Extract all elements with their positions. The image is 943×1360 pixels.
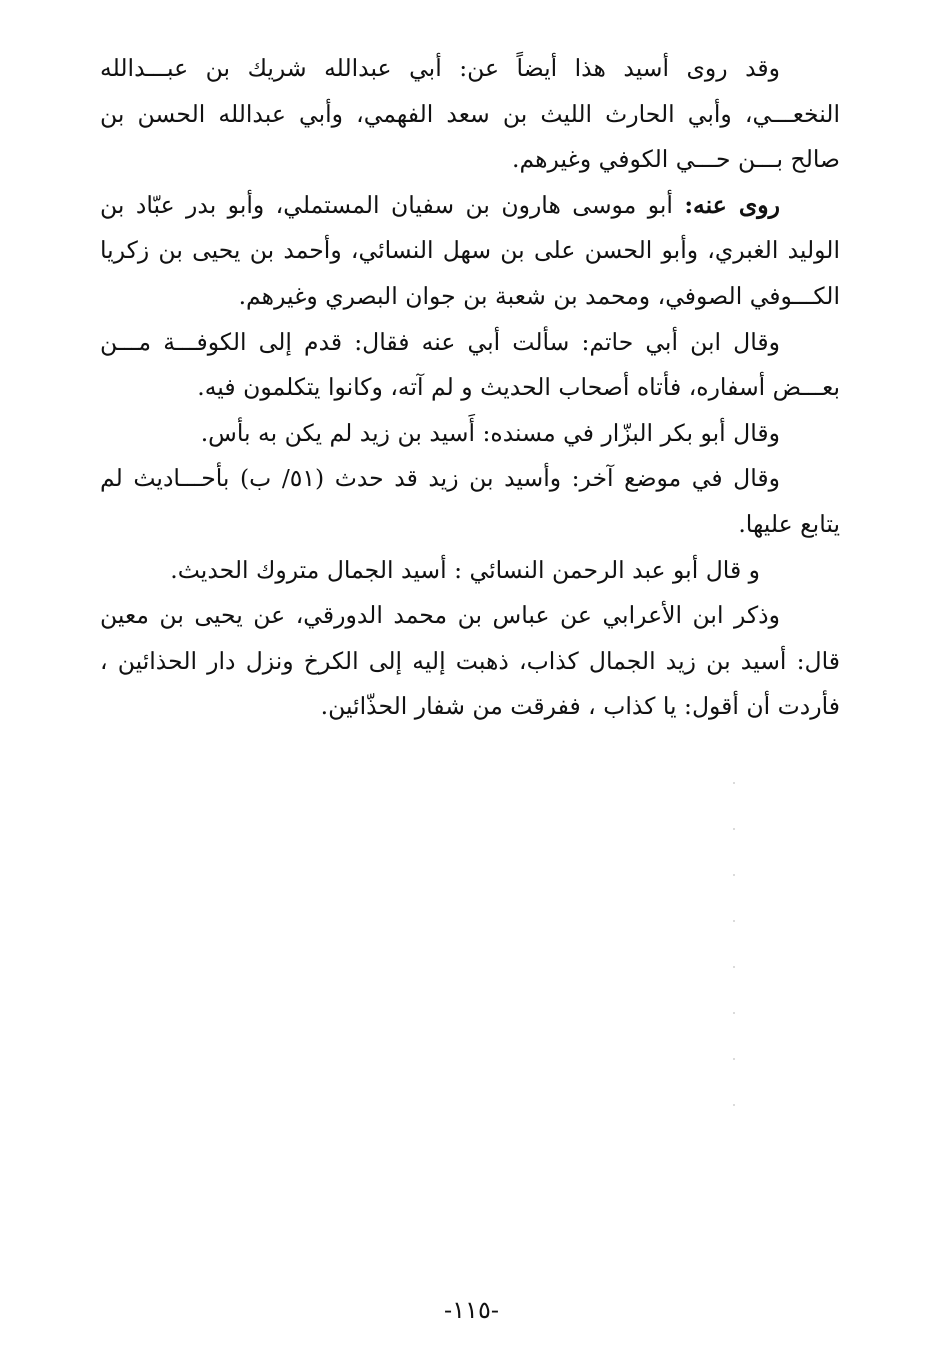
page-number: -١١٥- bbox=[444, 1296, 499, 1324]
paragraph-7 bbox=[100, 593, 840, 730]
paragraph-4-text: وقال أبو بكر البزّار في مسنده: أَسيد بن زيد لم يكن به بأس. bbox=[200, 418, 780, 447]
document-body bbox=[100, 46, 840, 730]
paragraph-7-text: وذكر ابن الأعرابي عن عباس بن محمد الدورقي، عن يحيى بن معين قال: أسيد بن زيد الجمال كذاب، ذهبت إليه إلى الكرخ ونزل دار الحذائين ، فأردت أن أقول: يا كذاب ، ففرقت من شفار الحذّائين. bbox=[100, 601, 840, 721]
scan-margin-dots bbox=[732, 760, 736, 1120]
paragraph-3-text: وقال ابن أبي حاتم: سألت أبي عنه فقال: قدم إلى الكوفـــة مـــن بعـــض أسفاره، فأتاه أصحاب الحديث و لم آته، وكانوا يتكلمون فيه. bbox=[100, 327, 840, 402]
paragraph-2 bbox=[100, 183, 840, 320]
paragraph-6 bbox=[100, 548, 840, 594]
paragraph-3 bbox=[100, 320, 840, 411]
paragraph-4 bbox=[100, 411, 840, 457]
paragraph-6-text: و قال أبو عبد الرحمن النسائي : أسيد الجمال متروك الحديث. bbox=[170, 555, 760, 584]
paragraph-5-text: وقال في موضع آخر: وأسيد بن زيد قد حدث (٥١/ ب) بأحـــاديث لم يتابع عليها. bbox=[100, 464, 840, 538]
paragraph-2-lead: روى عنه: bbox=[684, 190, 780, 219]
paragraph-5 bbox=[100, 456, 840, 547]
paragraph-1-text: وقد روى أسيد هذا أيضاً عن: أبي عبدالله شريك بن عبـــدالله النخعـــي، وأبي الحارث الليث بن سعد الفهمي، وأبي عبدالله الحسن بن صالح بـــن حـــي الكوفي وغيرهم. bbox=[100, 54, 840, 174]
paragraph-2-text: أبو موسى هارون بن سفيان المستملي، وأبو بدر عبّاد بن الوليد الغبري، وأبو الحسن على بن سهل النسائي، وأحمد بن يحيى بن زكريا الكـــوفي الصوفي، ومحمد بن شعبة بن جوان البصري وغيرهم. bbox=[100, 190, 840, 310]
paragraph-1 bbox=[100, 46, 840, 183]
